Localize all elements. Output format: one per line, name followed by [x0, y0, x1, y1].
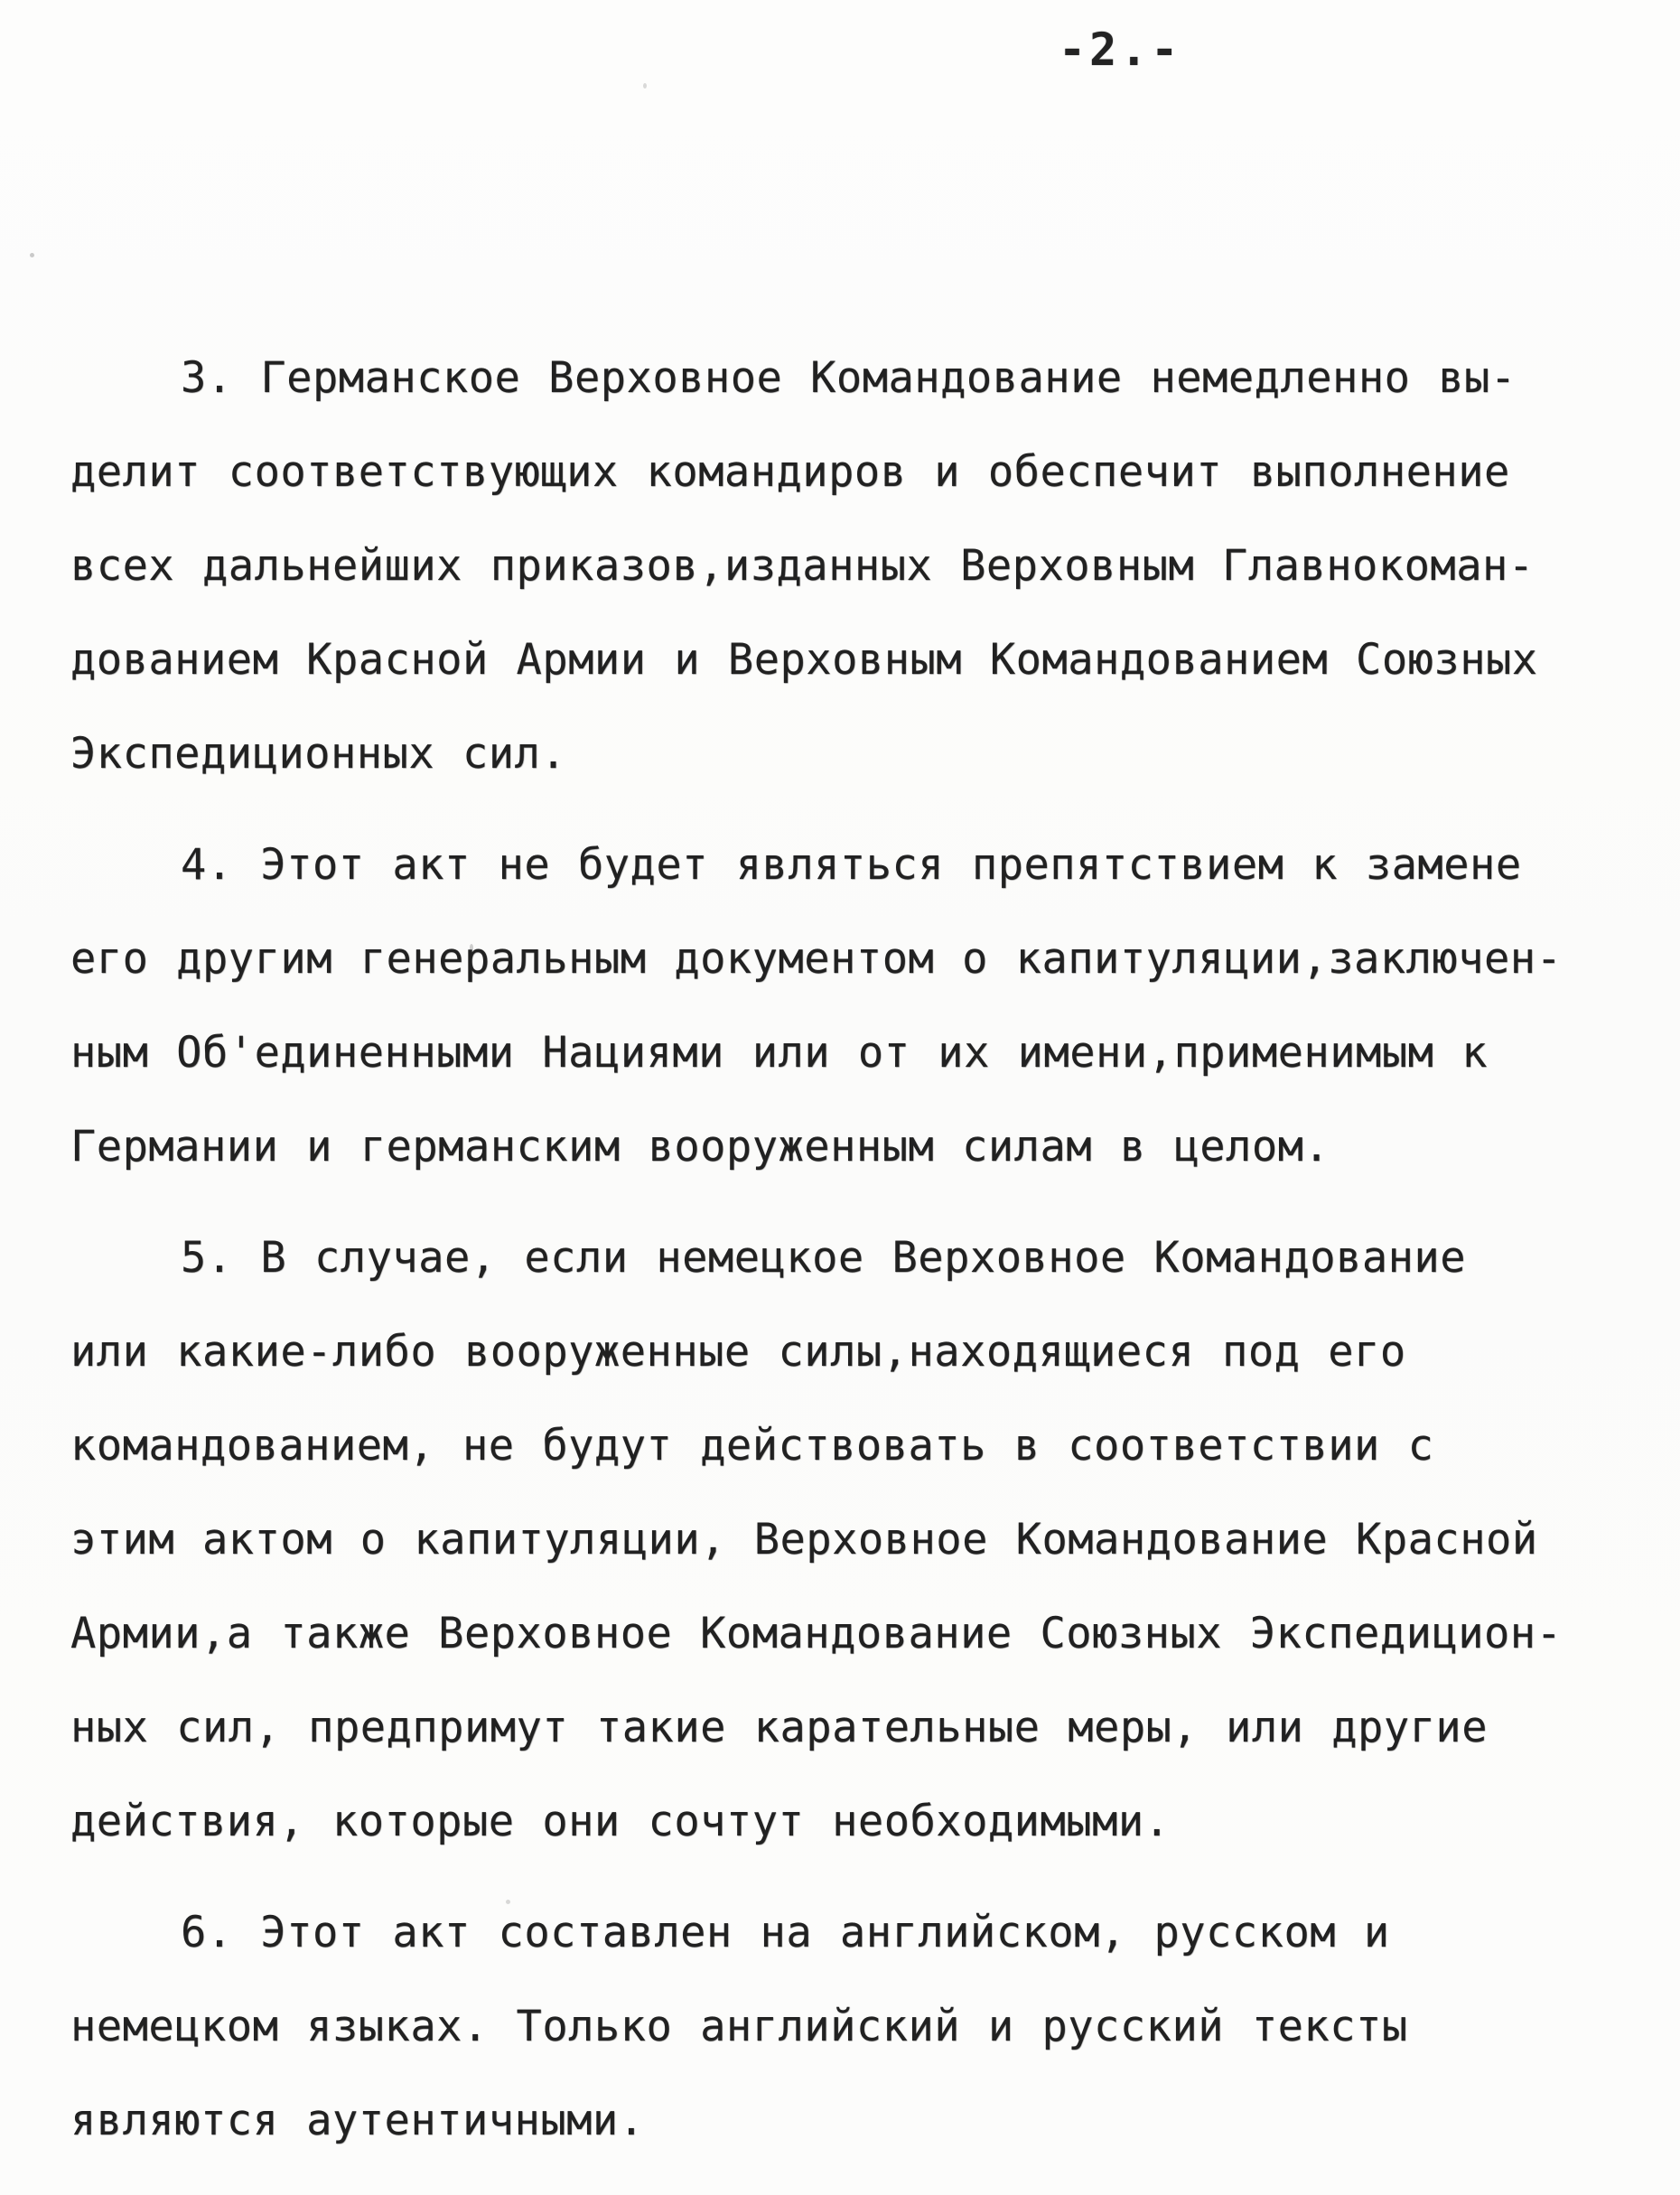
text-line: ным Об'единенными Нациями или от их имени,применимым к [70, 1028, 1489, 1078]
text-line: ных сил, предпримут такие карательные меры, или другие [70, 1703, 1489, 1752]
scan-speck [470, 944, 473, 951]
text-line: дованием Красной Армии и Верховным Командованием Союзных [70, 635, 1538, 685]
paragraph-3 [70, 332, 1624, 801]
text-line: делит соответствующих командиров и обеспечит выполнение [70, 447, 1510, 497]
text-line: действия, которые они сочтут необходимыми. [70, 1797, 1171, 1846]
text-line: Германии и германским вооруженным силам в целом. [70, 1122, 1330, 1172]
scan-speck [30, 253, 34, 257]
paragraph-4 [70, 818, 1624, 1194]
paragraph-5 [70, 1211, 1624, 1869]
text-line: 4. Этот акт не будет являться препятствием к замене [181, 840, 1522, 890]
text-line: Экспедиционных сил. [70, 729, 567, 779]
text-line: 5. В случае, если немецкое Верховное Командование [181, 1233, 1467, 1283]
document-body [70, 332, 1624, 2185]
text-line: всех дальнейших приказов,изданных Верховным Главнокоман- [70, 541, 1535, 591]
text-line: командованием, не будут действовать в соответствии с [70, 1421, 1434, 1471]
text-line: Армии,а также Верховное Командование Союзных Экспедицион- [70, 1609, 1563, 1658]
scan-speck [506, 1900, 510, 1904]
paragraph-6 [70, 1886, 1624, 2168]
text-line: этим актом о капитуляции, Верховное Командование Красной [70, 1515, 1538, 1565]
text-line: или какие-либо вооруженные силы,находящиеся под его [70, 1327, 1406, 1377]
page-number: -2.- [1059, 23, 1182, 76]
text-line: 3. Германское Верховное Командование немедленно вы- [181, 353, 1517, 403]
text-line: немецком языках. Только английский и русский тексты [70, 2002, 1408, 2051]
text-line: являются аутентичными. [70, 2096, 645, 2145]
text-line: 6. Этот акт составлен на английском, русском и [181, 1908, 1390, 1957]
scan-speck [643, 83, 647, 89]
text-line: его другим генеральным документом о капитуляции,заключен- [70, 934, 1563, 984]
